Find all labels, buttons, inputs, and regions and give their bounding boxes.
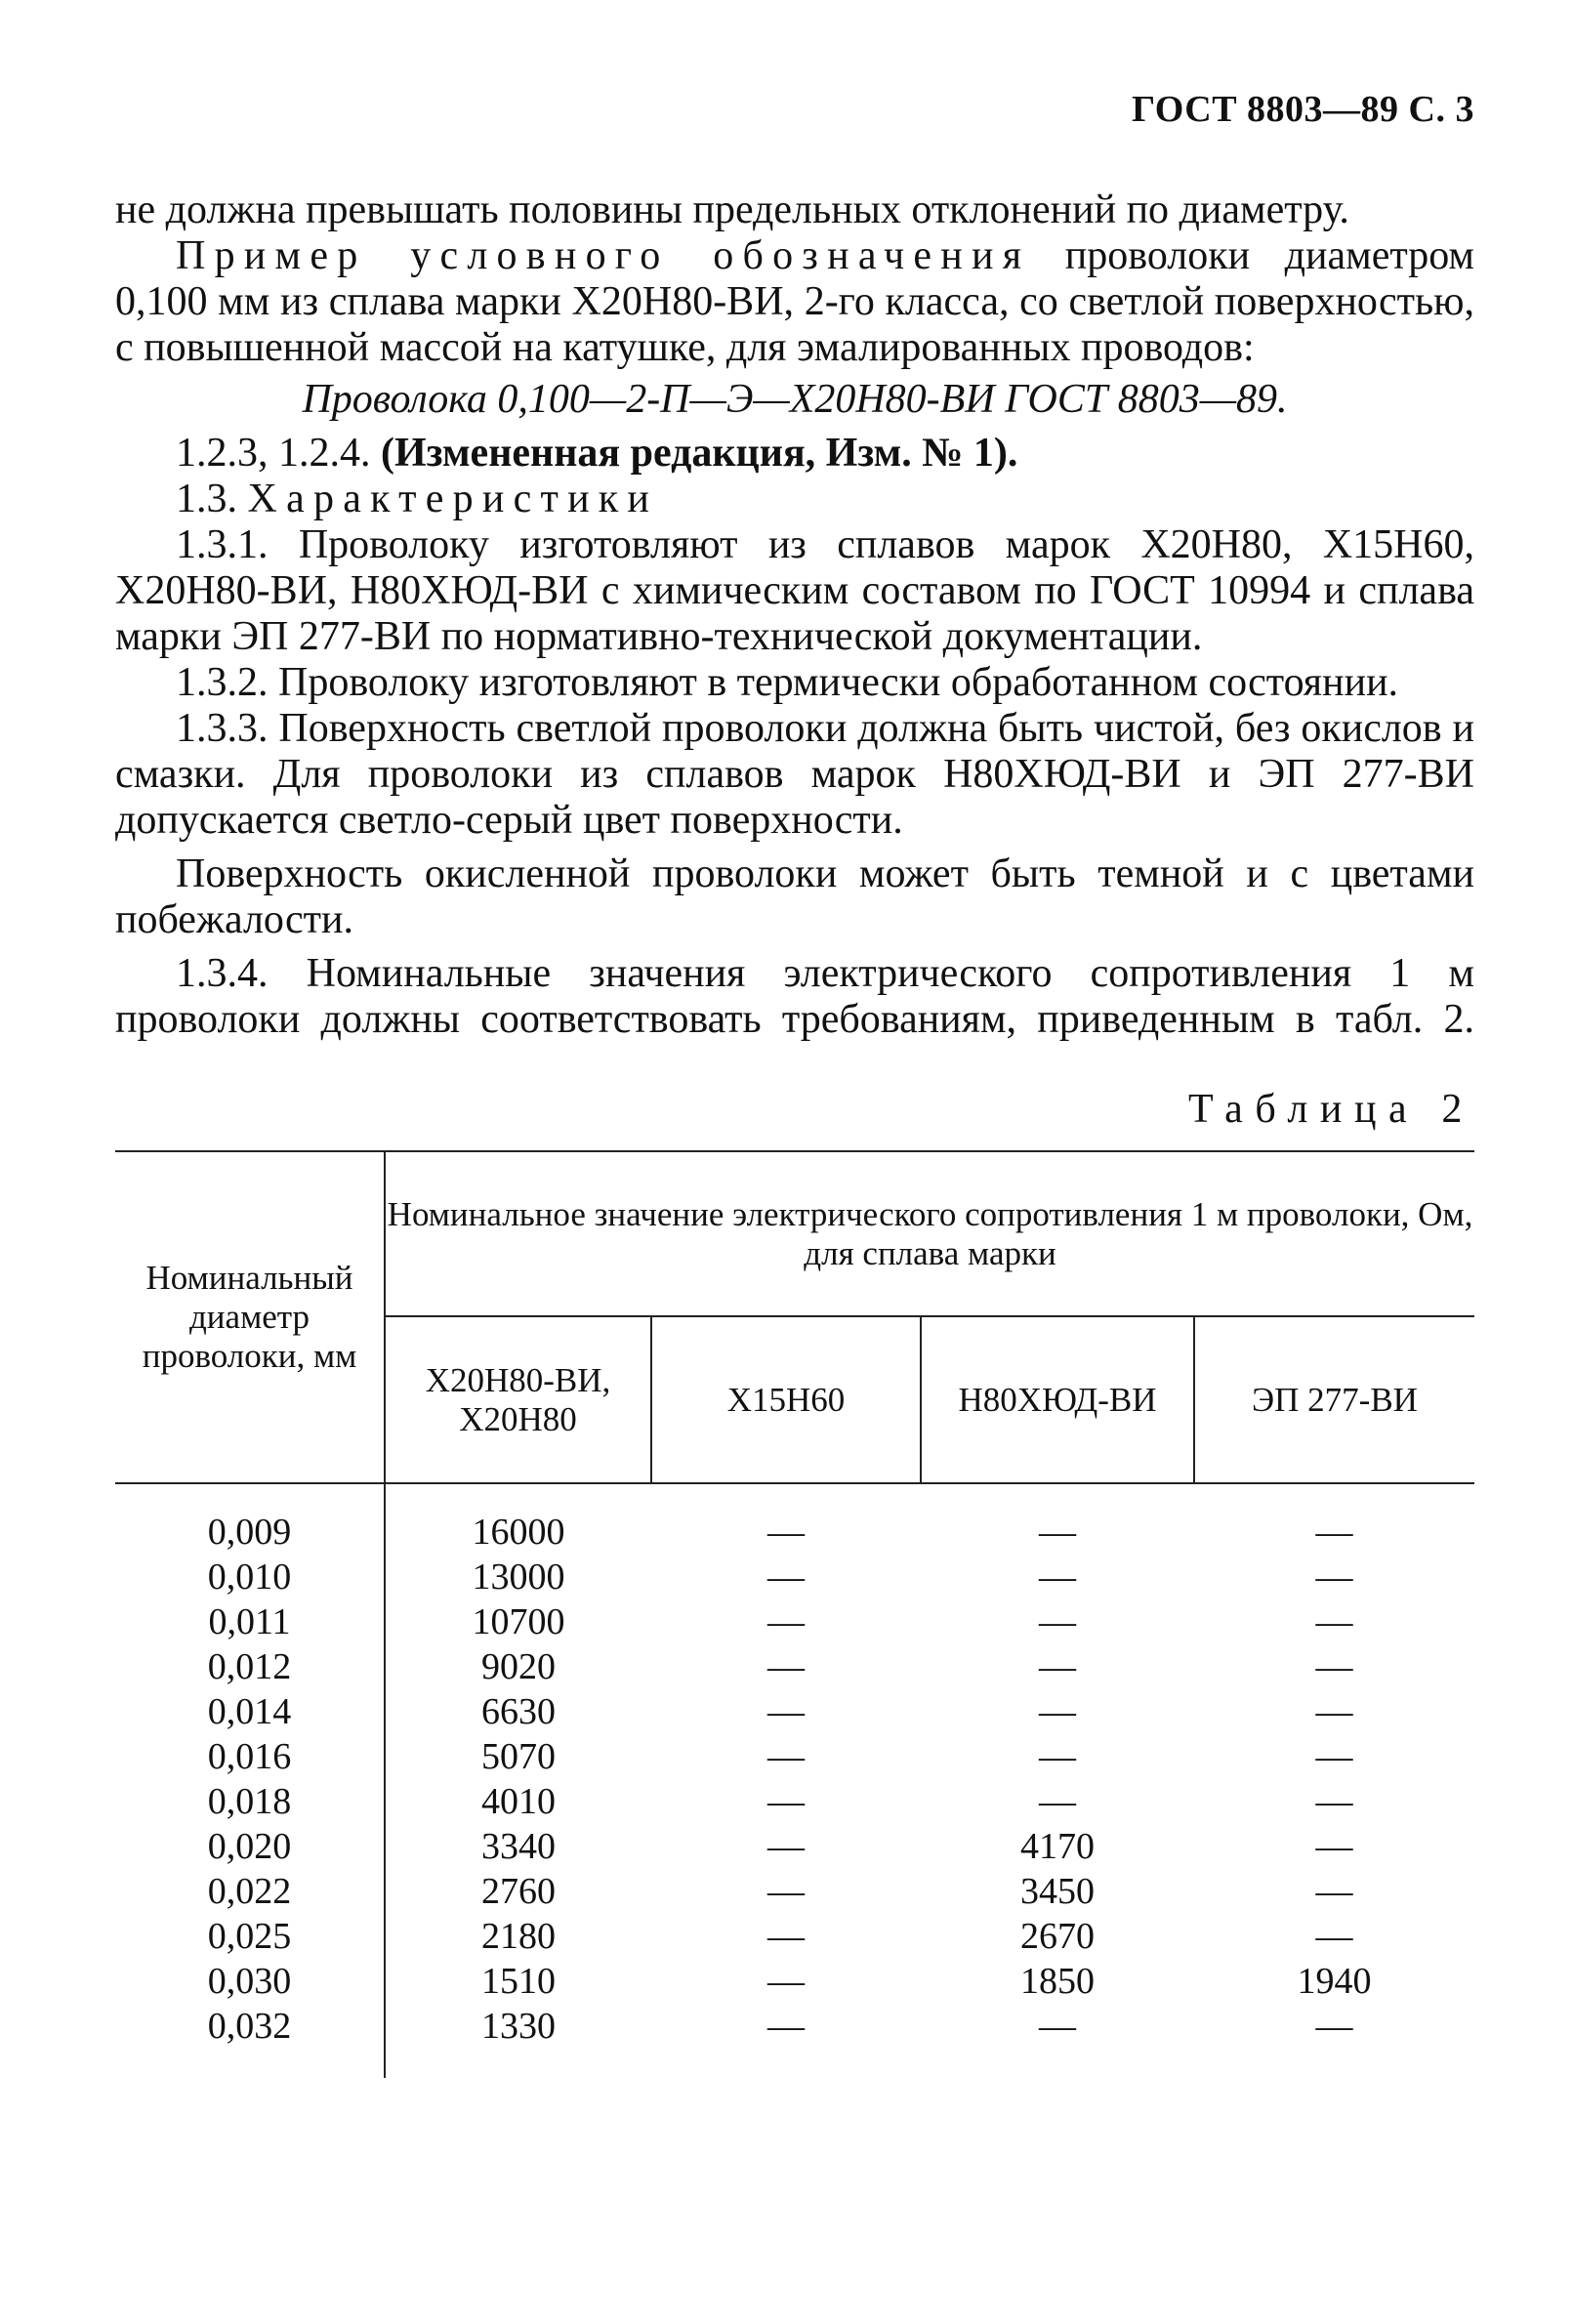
paragraph-1-3-2: 1.3.2. Проволоку изготовляют в термически обработанном состоянии.: [176, 660, 1399, 705]
example-lead: Пример условного обозначения: [176, 233, 1031, 278]
paragraph-continuation: не должна превышать половины предельных отклонений по диаметру.: [115, 187, 1349, 232]
cell-value: 3340: [481, 1826, 556, 1867]
table-row: [115, 1914, 1474, 1959]
table-row: [115, 1734, 1474, 1779]
cell-diameter: 0,032: [115, 2004, 385, 2078]
cell-value: 10700: [472, 1601, 565, 1642]
cell-value: 4170: [1020, 1826, 1095, 1867]
cell-diameter: 0,025: [115, 1914, 385, 1959]
section-title: Характеристики: [247, 477, 659, 521]
cell-value: —: [1315, 1512, 1353, 1553]
cell-value: —: [1315, 1781, 1353, 1822]
cell-diameter: 0,016: [115, 1734, 385, 1779]
table-row: [115, 1644, 1474, 1689]
cell-diameter: 0,010: [115, 1555, 385, 1599]
cell-value: 1510: [481, 1961, 556, 2002]
amendment-note: (Измененная редакция, Изм. № 1).: [381, 431, 1018, 476]
cell-value: —: [1315, 1736, 1353, 1777]
cell-value: —: [1039, 1601, 1076, 1642]
body-text: [115, 187, 1474, 1043]
cell-diameter: 0,030: [115, 1959, 385, 2004]
cell-value: —: [767, 1601, 805, 1642]
table-row: [115, 1483, 1474, 1555]
table-row: [115, 1779, 1474, 1824]
cell-value: —: [1315, 1691, 1353, 1732]
cell-diameter: 0,012: [115, 1644, 385, 1689]
example-text: проволоки диаметром 0,100 мм из сплава марки Х20Н80-ВИ, 2-го класса, со светлой поверхностью, с повышенной массой на катушке, для эмалированных проводов:: [115, 233, 1474, 370]
example-designation: Проволока 0,100—2-П—Э—Х20Н80-ВИ ГОСТ 8803—89.: [302, 377, 1288, 422]
cell-value: —: [1315, 1556, 1353, 1598]
cell-value: 2670: [1020, 1916, 1095, 1957]
cell-value: 1850: [1020, 1961, 1095, 2002]
cell-value: 16000: [472, 1512, 565, 1553]
cell-value: 2180: [481, 1916, 556, 1957]
header-alloy-x15h60: Х15Н60: [651, 1316, 921, 1483]
cell-value: —: [767, 1691, 805, 1732]
cell-value: —: [1039, 1556, 1076, 1598]
cell-value: —: [767, 1736, 805, 1777]
cell-value: 5070: [481, 1736, 556, 1777]
table-row: [115, 1959, 1474, 2004]
page-header: ГОСТ 8803—89 С. 3: [1132, 89, 1474, 130]
cell-value: —: [767, 1646, 805, 1687]
cell-value: —: [1039, 2006, 1076, 2047]
cell-value: —: [1315, 1871, 1353, 1912]
table-caption: Таблица 2: [1187, 1087, 1474, 1132]
cell-diameter: 0,014: [115, 1689, 385, 1734]
table-row: [115, 2004, 1474, 2078]
cell-value: —: [1315, 1646, 1353, 1687]
cell-value: —: [767, 1512, 805, 1553]
amendment-number: 1.2.3, 1.2.4.: [176, 431, 381, 476]
table-row: [115, 1869, 1474, 1914]
cell-value: —: [767, 1826, 805, 1867]
table-row: [115, 1599, 1474, 1644]
header-diameter: Номинальный диаметр проволоки, мм: [115, 1151, 385, 1483]
cell-value: —: [1039, 1646, 1076, 1687]
cell-value: —: [1315, 2006, 1353, 2047]
cell-diameter: 0,020: [115, 1824, 385, 1869]
cell-diameter: 0,018: [115, 1779, 385, 1824]
paragraph-1-3-3: 1.3.3. Поверхность светлой проволоки должна быть чистой, без окислов и смазки. Для проволоки из сплавов марок Н80ХЮД-ВИ и ЭП 277-ВИ допускается светло-серый цвет поверхности.: [115, 706, 1474, 843]
cell-diameter: 0,011: [115, 1599, 385, 1644]
cell-value: —: [767, 1556, 805, 1598]
paragraph-1-3-4: 1.3.4. Номинальные значения электрического сопротивления 1 м проволоки должны соответствовать требованиям, приведенным в табл. 2.: [115, 951, 1474, 1042]
header-alloy-ep277: ЭП 277-ВИ: [1194, 1316, 1474, 1483]
cell-value: —: [1039, 1691, 1076, 1732]
cell-value: —: [767, 1781, 805, 1822]
section-number: 1.3.: [176, 477, 248, 521]
cell-value: —: [767, 1961, 805, 2002]
paragraph-oxidized: Поверхность окисленной проволоки может быть темной и с цветами побежалости.: [115, 851, 1474, 942]
cell-value: 2760: [481, 1871, 556, 1912]
cell-diameter: 0,022: [115, 1869, 385, 1914]
cell-value: 1330: [481, 2006, 556, 2047]
header-resistance-group: Номинальное значение электрического сопротивления 1 м проволоки, Ом, для сплава марки: [385, 1151, 1474, 1316]
table-row: [115, 1689, 1474, 1734]
paragraph-1-3-1: 1.3.1. Проволоку изготовляют из сплавов марок Х20Н80, Х15Н60, Х20Н80-ВИ, Н80ХЮД-ВИ с химическим составом по ГОСТ 10994 и сплава марки ЭП 277-ВИ по нормативно-технической документации.: [115, 522, 1474, 659]
section-heading: [115, 477, 1474, 522]
cell-value: 9020: [481, 1646, 556, 1687]
header-alloy-x20h80: Х20Н80-ВИ, Х20Н80: [385, 1316, 651, 1483]
header-alloy-h80xyud: Н80ХЮД-ВИ: [921, 1316, 1194, 1483]
paragraph-example: [115, 233, 1474, 371]
cell-value: —: [767, 1916, 805, 1957]
paragraph-amendment: [115, 431, 1474, 477]
cell-value: 6630: [481, 1691, 556, 1732]
table-row: [115, 1824, 1474, 1869]
cell-value: 13000: [472, 1556, 565, 1598]
resistance-table: [115, 1150, 1474, 2078]
cell-value: —: [767, 1871, 805, 1912]
cell-value: 4010: [481, 1781, 556, 1822]
cell-value: —: [1039, 1736, 1076, 1777]
cell-value: —: [1315, 1826, 1353, 1867]
cell-value: —: [1039, 1512, 1076, 1553]
cell-value: 3450: [1020, 1871, 1095, 1912]
cell-diameter: 0,009: [115, 1483, 385, 1555]
cell-value: —: [1315, 1916, 1353, 1957]
cell-value: —: [1039, 1781, 1076, 1822]
table-row: [115, 1555, 1474, 1599]
cell-value: —: [767, 2006, 805, 2047]
cell-value: —: [1315, 1601, 1353, 1642]
cell-value: 1940: [1297, 1961, 1372, 2002]
